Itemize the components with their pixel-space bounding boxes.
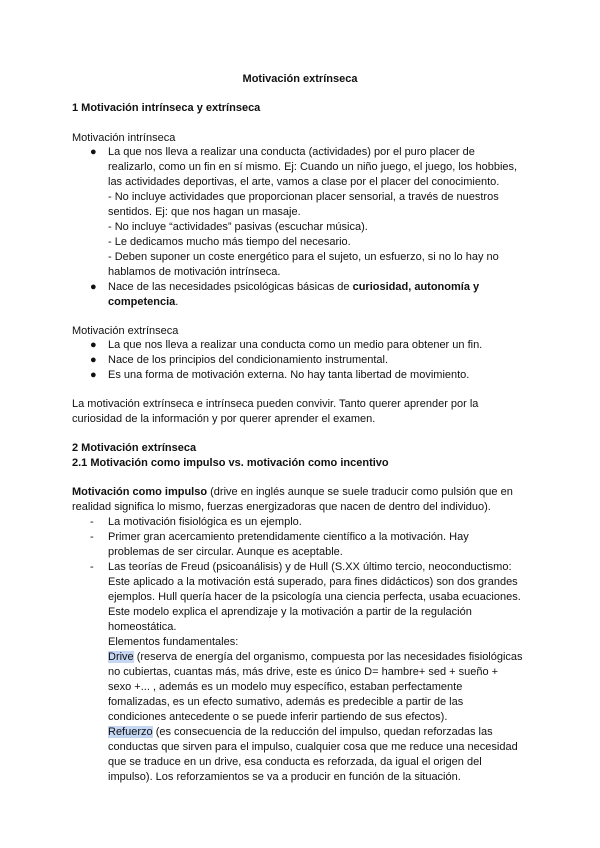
intrinseca-line: - No incluye actividades que proporcionan placer sensorial, a través de nuestros <box>108 191 499 203</box>
intrinseca-line: las actividades deportivas, el arte, vamos a clase por el placer del conocimiento. <box>108 176 500 188</box>
refuerzo-line: conductas que sirven para el impulso, cualquier cosa que me reduce una necesidad <box>108 741 518 753</box>
dash-icon: - <box>90 531 94 543</box>
refuerzo-rest: (es consecuencia de la reducción del impulso, quedan reforzadas las <box>152 726 493 738</box>
extrinseca-bullet: Es una forma de motivación externa. No hay tanta libertad de movimiento. <box>108 369 470 381</box>
dash-item-3: Las teorías de Freud (psicoanálisis) y de Hull (S.XX último tercio, neoconductismo: <box>108 561 512 573</box>
intrinseca-line: sentidos. Ej: que nos hagan un masaje. <box>108 206 301 218</box>
dash-item-2: Primer gran acercamiento pretendidamente científico a la motivación. Hay <box>108 531 469 543</box>
needs-bold-2: competencia <box>108 296 176 308</box>
drive-line: sexo +... , además es un modelo muy específico, estaban perfectamente <box>108 681 463 693</box>
drive-rest: (reserva de energía del organismo, compuesta por las necesidades fisiológicas <box>133 651 523 663</box>
dash-icon: - <box>90 516 94 528</box>
drive-line: no cubiertas, cuantas más, más drive, este es único D= hambre+ sed + sueño + <box>108 666 499 678</box>
needs-text: Nace de las necesidades psicológicas básicas de <box>108 281 353 293</box>
bullet-icon: ● <box>90 281 97 293</box>
dash-item-3: ejemplos. Hull quería hacer de la psicología una ciencia perfecta, usaba ecuaciones. <box>108 591 521 603</box>
dash-item-2: problemas de ser circular. Aunque es aceptable. <box>108 546 343 558</box>
dash-item-3: Este aplicado a la motivación está superado, para fines didácticos) son dos grandes <box>108 576 518 588</box>
impulso-rest: (drive en inglés aunque se suele traducir como pulsión que en <box>207 486 513 498</box>
intrinseca-needs-line-2 <box>108 295 178 309</box>
drive-line: fomalizadas, es un efecto sumativo, además es predecible a partir de las <box>108 696 464 708</box>
intrinseca-line: - Le dedicamos mucho más tiempo del necesario. <box>108 236 351 248</box>
intrinseca-line: - No incluye “actividades” pasivas (escuchar música). <box>108 221 368 233</box>
section-2-1-heading: 2.1 Motivación como impulso vs. motivación como incentivo <box>72 457 389 469</box>
drive-line: condiciones antecedente o se puede inferir partiendo de sus efectos). <box>108 711 448 723</box>
dash-item-1: La motivación fisiológica es un ejemplo. <box>108 516 302 528</box>
drive-highlight: Drive <box>108 651 134 663</box>
intrinseca-line: realizarlo, como un fin en sí mismo. Ej: Cuando un niño juego, el juego, los hobbies, <box>108 161 518 173</box>
intrinseca-label: Motivación intrínseca <box>72 132 176 144</box>
refuerzo-line: impulso). Los reforzamientos se va a producir en función de la situación. <box>108 771 461 783</box>
section-1-heading: 1 Motivación intrínseca y extrínseca <box>72 102 261 114</box>
extrinseca-bullet: Nace de los principios del condicionamiento instrumental. <box>108 354 389 366</box>
bullet-icon: ● <box>90 146 97 158</box>
refuerzo-highlight: Refuerzo <box>108 726 153 738</box>
closing-line: La motivación extrínseca e intrínseca pueden convivir. Tanto querer aprender por la <box>72 398 479 410</box>
dash-item-3: Este modelo explica el aprendizaje y la motivación a partir de la regulación <box>108 606 472 618</box>
document-title: Motivación extrínseca <box>242 73 358 85</box>
intrinseca-line: hablamos de motivación intrínseca. <box>108 266 281 278</box>
impulso-line-2: realidad significa lo mismo, fuerzas energizadoras que nacen de dentro del individuo). <box>72 501 491 513</box>
intrinseca-needs-line <box>108 280 479 294</box>
needs-bold: curiosidad, autonomía y <box>352 281 480 293</box>
refuerzo-line: que se traduce en un drive, esa conducta es reforzada, da igual el origen del <box>108 756 482 768</box>
drive-line <box>108 650 523 664</box>
closing-line: curiosidad de la información y por querer aprender el examen. <box>72 413 376 425</box>
intrinseca-line: - Deben suponer un coste energético para el sujeto, un esfuerzo, si no lo hay no <box>108 251 499 263</box>
bullet-icon: ● <box>90 339 97 351</box>
dash-item-3: Elementos fundamentales: <box>108 636 239 648</box>
refuerzo-line <box>108 725 493 739</box>
impulso-line <box>72 485 513 499</box>
dash-item-3: homeostática. <box>108 621 177 633</box>
extrinseca-label: Motivación extrínseca <box>72 325 179 337</box>
impulso-bold: Motivación como impulso <box>72 486 208 498</box>
needs-end: . <box>175 296 179 308</box>
extrinseca-bullet: La que nos lleva a realizar una conducta como un medio para obtener un fin. <box>108 339 483 351</box>
dash-icon: - <box>90 561 94 573</box>
section-2-heading: 2 Motivación extrínseca <box>72 442 197 454</box>
intrinseca-line: La que nos lleva a realizar una conducta (actividades) por el puro placer de <box>108 146 475 158</box>
bullet-icon: ● <box>90 354 97 366</box>
bullet-icon: ● <box>90 369 97 381</box>
